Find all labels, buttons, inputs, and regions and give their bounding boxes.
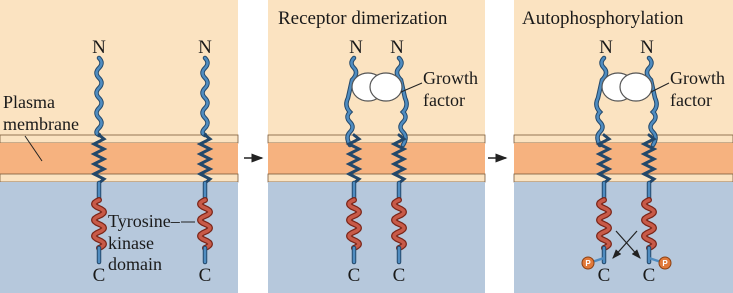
panel-3-growth-factor-label-line-1: Growth	[670, 68, 725, 88]
plasma-membrane-label-line-2: membrane	[3, 114, 79, 134]
panel-3-membrane-outer	[514, 135, 733, 143]
panel-2-membrane-inner	[268, 174, 485, 182]
tyrosine-kinase-label-line-2: kinase	[108, 233, 154, 253]
left-phosphate-label: P	[585, 259, 591, 268]
panel-3-autophosphorylation	[514, 0, 733, 293]
panel-3-membrane-core	[514, 143, 733, 174]
panel-2-growth-factor-label-line-1: Growth	[423, 68, 478, 88]
panel-2-right-n-terminus: N	[390, 37, 404, 58]
panel-2-right-c-terminus: C	[392, 265, 406, 286]
panel-1-right-n-terminus: N	[198, 37, 212, 58]
plasma-membrane-label-line-1: Plasma	[3, 92, 55, 112]
panel-1-left-c-terminus: C	[92, 265, 106, 286]
tyrosine-kinase-label-line-1: Tyrosine–	[108, 211, 180, 231]
panel-3-growth-factor	[602, 73, 652, 101]
panel-2-membrane-core	[268, 143, 485, 174]
panel-2-left-c-terminus: C	[347, 265, 361, 286]
panel-2-growth-factor	[352, 73, 402, 101]
panel-1-membrane-core	[0, 143, 238, 174]
panel-3-right-n-terminus: N	[640, 37, 654, 58]
panel-2-left-n-terminus: N	[349, 37, 363, 58]
panel-2-growth-factor-label-line-2: factor	[423, 90, 465, 110]
panel-3-right-c-terminus: C	[642, 265, 656, 286]
panel-3-title: Autophosphorylation	[522, 8, 684, 29]
panel-3-left-n-terminus: N	[599, 37, 613, 58]
panel-3-growth-factor-label-line-2: factor	[670, 90, 712, 110]
panel-1-right-c-terminus: C	[198, 265, 212, 286]
panel-3-intracellular	[514, 182, 733, 293]
panel-3-membrane-inner	[514, 174, 733, 182]
right-phosphate-label: P	[662, 259, 668, 268]
panel-2-intracellular	[268, 182, 485, 293]
panel-2-title: Receptor dimerization	[278, 8, 448, 29]
tyrosine-kinase-label-line-3: domain	[108, 254, 162, 274]
panel-2-receptor-dimerization	[268, 0, 485, 293]
panel-2-membrane-outer	[268, 135, 485, 143]
panel-1-inactive-receptors	[0, 0, 238, 293]
panel-3-left-c-terminus: C	[597, 265, 611, 286]
panel-1-left-n-terminus: N	[92, 37, 106, 58]
